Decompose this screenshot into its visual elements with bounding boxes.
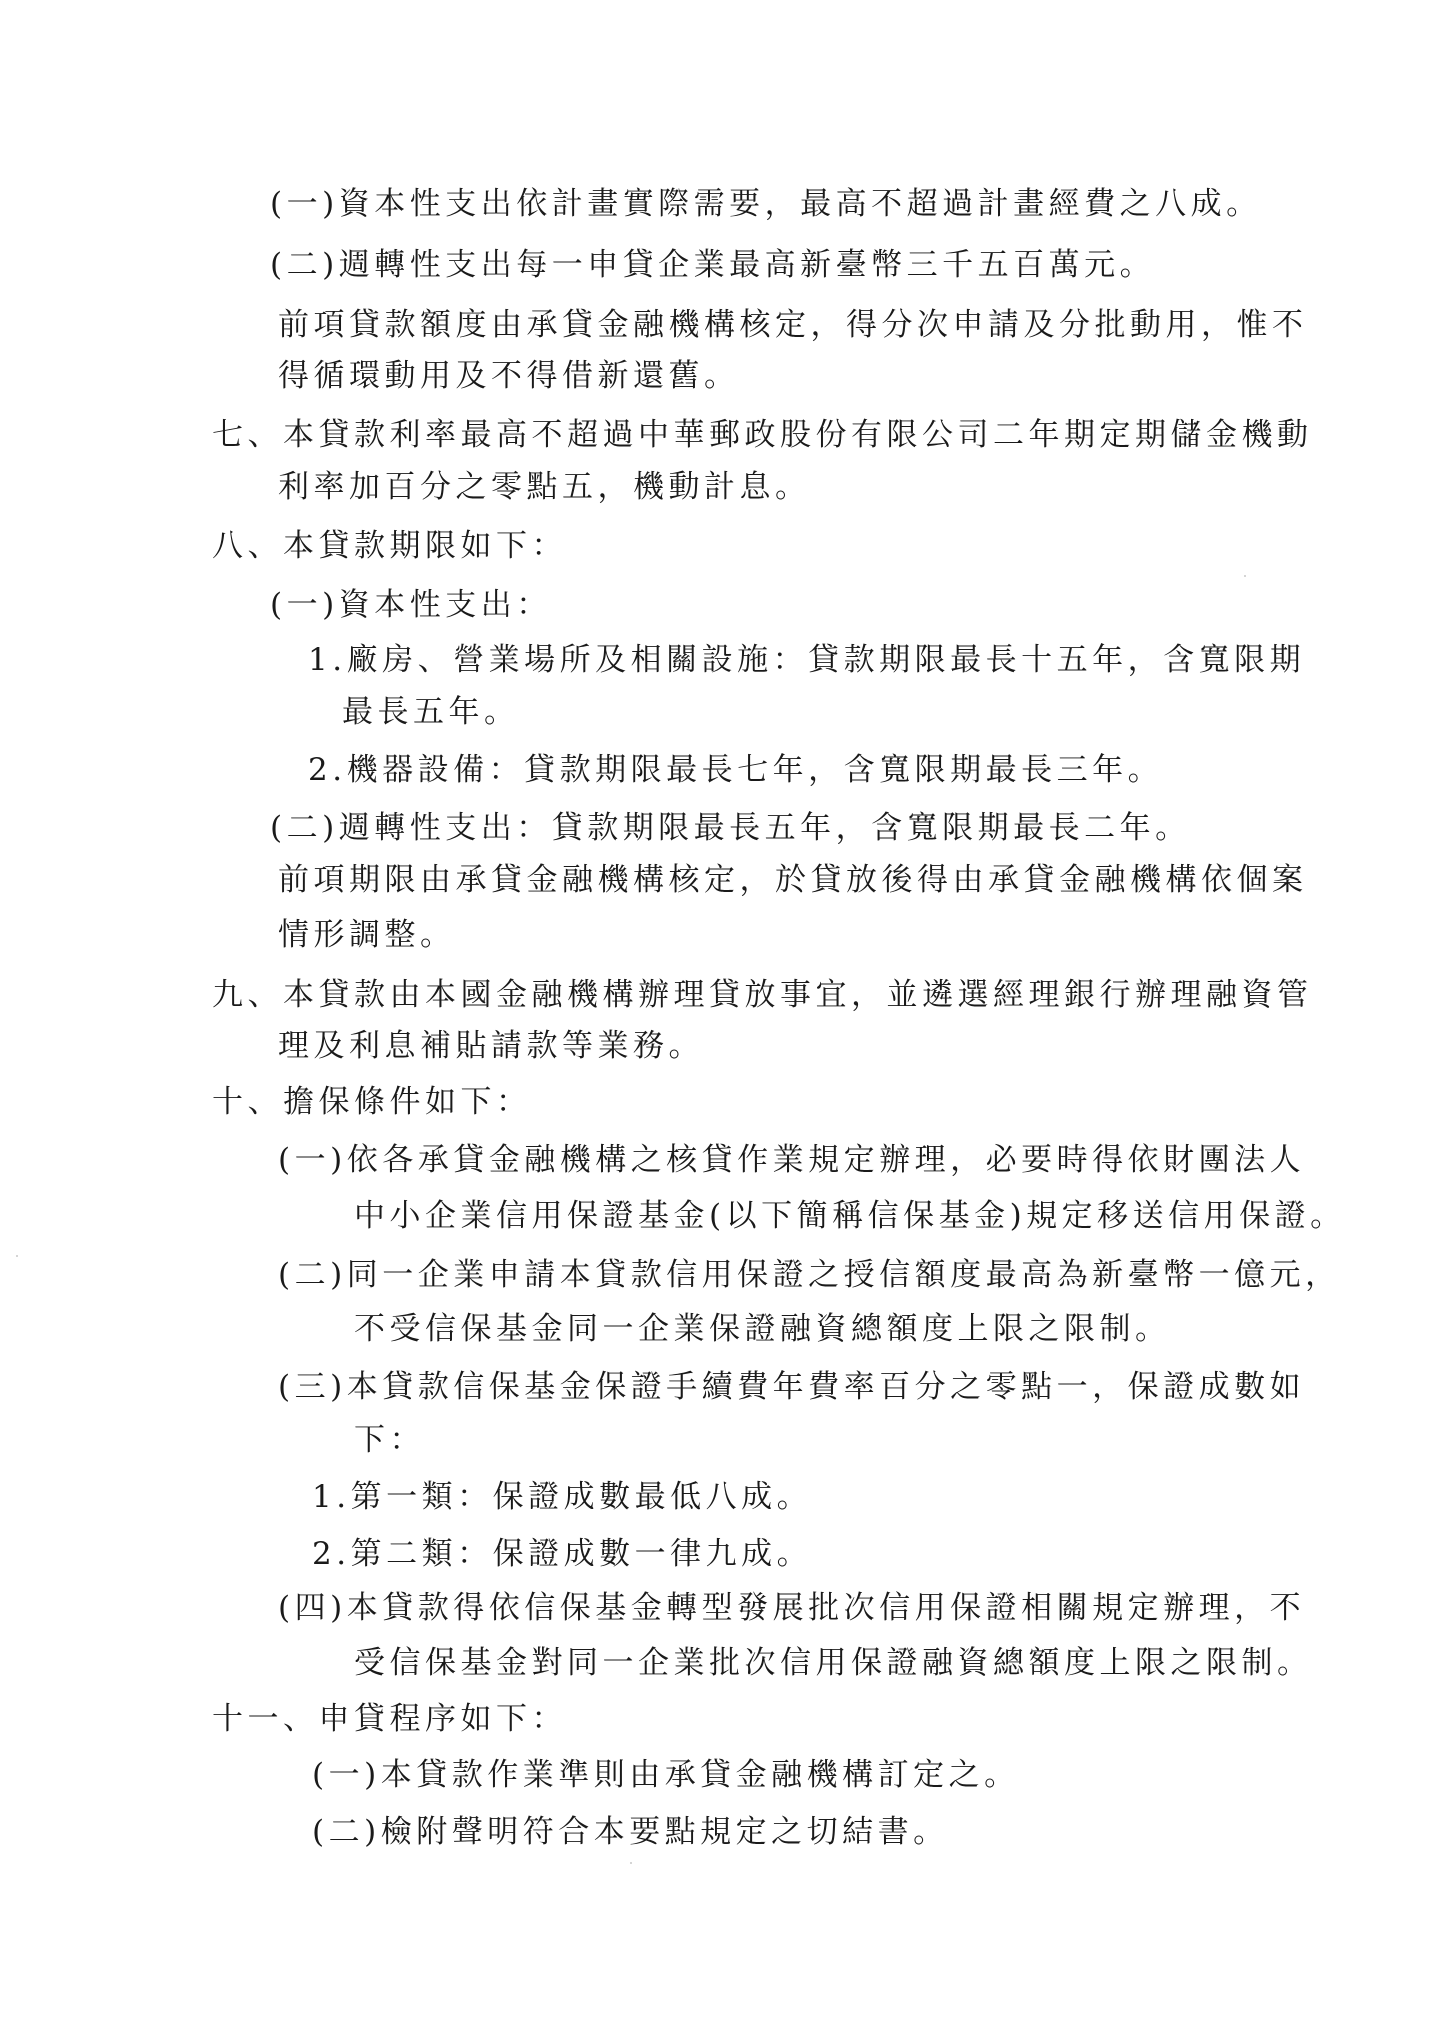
text-line: (二)同一企業申請本貸款信用保證之授信額度最高為新臺幣一億元， — [278, 1257, 1341, 1293]
text-line: 下： — [354, 1422, 425, 1458]
text-line: (四)本貸款得依信保基金轉型發展批次信用保證相關規定辦理，不 — [278, 1590, 1306, 1626]
text-line: 2.機器設備：貸款期限最長七年，含寬限期最長三年。 — [308, 752, 1164, 788]
text-line: (二)檢附聲明符合本要點規定之切結書。 — [312, 1814, 949, 1850]
text-line: 最長五年。 — [342, 694, 520, 730]
text-line: 利率加百分之零點五，機動計息。 — [278, 469, 811, 505]
text-line: (三)本貸款信保基金保證手續費年費率百分之零點一，保證成數如 — [278, 1369, 1306, 1405]
text-line: 七、本貸款利率最高不超過中華郵政股份有限公司二年期定期儲金機動 — [212, 417, 1313, 453]
text-line: (一)依各承貸金融機構之核貸作業規定辦理，必要時得依財團法人 — [278, 1142, 1306, 1178]
text-line: 九、本貸款由本國金融機構辦理貸放事宜，並遴選經理銀行辦理融資管 — [212, 977, 1313, 1013]
text-line: 不受信保基金同一企業保證融資總額度上限之限制。 — [354, 1311, 1171, 1347]
scan-speck — [1244, 575, 1246, 577]
text-line: 中小企業信用保證基金(以下簡稱信保基金)規定移送信用保證。 — [354, 1198, 1346, 1234]
scan-speck — [16, 1255, 18, 1257]
text-line: 受信保基金對同一企業批次信用保證融資總額度上限之限制。 — [354, 1645, 1313, 1681]
text-line: 得循環動用及不得借新還舊。 — [278, 358, 740, 394]
text-line: 1.第一類：保證成數最低八成。 — [312, 1479, 813, 1515]
text-line: (一)資本性支出依計畫實際需要，最高不超過計畫經費之八成。 — [270, 186, 1262, 222]
text-line: 十、擔保條件如下： — [212, 1084, 532, 1120]
text-line: (一)資本性支出： — [270, 587, 552, 623]
scan-speck — [630, 1862, 632, 1864]
text-line: 十一、申貸程序如下： — [212, 1701, 567, 1737]
text-line: 1.廠房、營業場所及相關設施：貸款期限最長十五年，含寬限期 — [308, 642, 1306, 678]
text-line: 前項貸款額度由承貸金融機構核定，得分次申請及分批動用，惟不 — [278, 307, 1308, 343]
text-line: (二)週轉性支出：貸款期限最長五年，含寬限期最長二年。 — [270, 810, 1191, 846]
text-line: 情形調整。 — [278, 917, 456, 953]
text-line: 2.第二類：保證成數一律九成。 — [312, 1536, 813, 1572]
text-line: (一)本貸款作業準則由承貸金融機構訂定之。 — [312, 1757, 1020, 1793]
text-line: 八、本貸款期限如下： — [212, 528, 567, 564]
text-line: 前項期限由承貸金融機構核定，於貸放後得由承貸金融機構依個案 — [278, 862, 1308, 898]
text-line: (二)週轉性支出每一申貸企業最高新臺幣三千五百萬元。 — [270, 247, 1156, 283]
text-line: 理及利息補貼請款等業務。 — [278, 1028, 704, 1064]
